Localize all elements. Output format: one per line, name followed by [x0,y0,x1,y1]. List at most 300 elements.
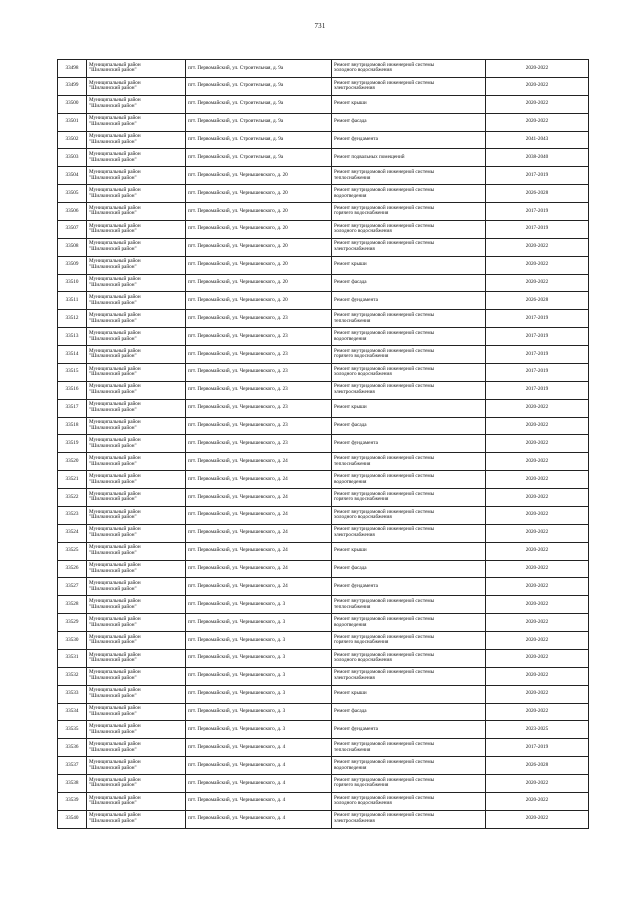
period-cell: 2023-2025 [486,721,589,739]
municipality-line-1: Муниципальный район [89,419,141,426]
municipality-line-2: "Шилкинский район" [89,621,137,628]
municipality-cell [87,292,186,310]
municipality-line-1: Муниципальный район [89,311,141,318]
table-row [58,649,589,667]
row-number: 33501 [58,113,87,131]
table-row [58,113,589,131]
work-type-cell [332,471,486,489]
municipality-cell [87,757,186,775]
table-body [58,60,589,829]
table-row [58,435,589,453]
table-row [58,560,589,578]
municipality-line-1: Муниципальный район [89,151,141,158]
address-cell: пгт. Первомайский, ул. Чернышевского, д. 20 [186,256,332,274]
municipality-cell [87,131,186,149]
table-row [58,792,589,810]
row-number: 33507 [58,220,87,238]
municipality-line-2: "Шилкинский район" [89,67,137,74]
work-type-line-1: Ремонт внутридомовой инженерной системы [334,365,435,372]
work-type-line-2: водоотведения [334,478,367,485]
row-number: 33520 [58,453,87,471]
municipality-cell [87,649,186,667]
row-number: 33516 [58,381,87,399]
municipality-cell [87,381,186,399]
work-type-cell [332,685,486,703]
work-type-line-2: электроснабжения [334,389,375,396]
work-type-cell [332,506,486,524]
period-cell: 2026-2028 [486,757,589,775]
table-row [58,489,589,507]
work-type-cell [332,185,486,203]
work-type-cell [332,131,486,149]
municipality-line-2: "Шилкинский район" [89,639,137,646]
address-cell: пгт. Первомайский, ул. Чернышевского, д. 23 [186,310,332,328]
work-type-line-1: Ремонт внутридомовой инженерной системы [334,669,435,676]
period-cell: 2020-2022 [486,560,589,578]
row-number: 33532 [58,667,87,685]
period-cell: 2020-2022 [486,113,589,131]
period-cell: 2020-2022 [486,95,589,113]
work-type-line-2: горячего водоснабжения [334,210,389,217]
address-cell: пгт. Первомайский, ул. Чернышевского, д. 23 [186,435,332,453]
address-cell: пгт. Первомайский, ул. Строительная, д. 9а [186,149,332,167]
municipality-line-2: "Шилкинский район" [89,693,137,700]
table-row [58,542,589,560]
municipality-line-1: Муниципальный район [89,687,141,694]
period-cell: 2017-2019 [486,220,589,238]
period-cell: 2020-2022 [486,60,589,78]
municipality-line-1: Муниципальный район [89,669,141,676]
municipality-line-1: Муниципальный район [89,168,141,175]
work-type-line-1: Ремонт внутридомовой инженерной системы [334,240,435,247]
period-cell: 2020-2022 [486,578,589,596]
work-type-line-1: Ремонт внутридомовой инженерной системы [334,758,435,765]
table-row [58,381,589,399]
municipality-cell [87,721,186,739]
period-cell: 2020-2022 [486,614,589,632]
period-cell: 2020-2022 [486,810,589,828]
work-type-line-1: Ремонт фасада [334,565,367,572]
address-cell: пгт. Первомайский, ул. Чернышевского, д. 4 [186,810,332,828]
municipality-line-2: "Шилкинский район" [89,299,137,306]
work-type-cell [332,560,486,578]
municipality-line-1: Муниципальный район [89,526,141,533]
municipality-line-2: "Шилкинский район" [89,710,137,717]
municipality-line-2: "Шилкинский район" [89,585,137,592]
municipality-line-1: Муниципальный район [89,222,141,229]
address-cell: пгт. Первомайский, ул. Чернышевского, д. 24 [186,471,332,489]
municipality-cell [87,60,186,78]
work-type-line-1: Ремонт внутридомовой инженерной системы [334,740,435,747]
municipality-line-1: Муниципальный район [89,276,141,283]
municipality-line-2: "Шилкинский район" [89,317,137,324]
municipality-line-2: "Шилкинский район" [89,728,137,735]
row-number: 33534 [58,703,87,721]
municipality-line-2: "Шилкинский район" [89,371,137,378]
table-row [58,238,589,256]
table-row [58,739,589,757]
municipality-line-2: "Шилкинский район" [89,264,137,271]
work-type-line-1: Ремонт внутридомовой инженерной системы [334,186,435,193]
work-type-cell [332,292,486,310]
municipality-line-2: "Шилкинский район" [89,424,137,431]
municipality-cell [87,220,186,238]
period-cell: 2038-2040 [486,149,589,167]
municipality-line-1: Муниципальный район [89,580,141,587]
address-cell: пгт. Первомайский, ул. Чернышевского, д. 23 [186,399,332,417]
municipality-line-2: "Шилкинский район" [89,657,137,664]
address-cell: пгт. Первомайский, ул. Чернышевского, д. 3 [186,703,332,721]
municipality-cell [87,113,186,131]
municipality-line-2: "Шилкинский район" [89,246,137,253]
work-type-cell [332,328,486,346]
municipality-line-1: Муниципальный район [89,240,141,247]
municipality-line-2: "Шилкинский район" [89,496,137,503]
address-cell: пгт. Первомайский, ул. Чернышевского, д. 24 [186,506,332,524]
municipality-cell [87,524,186,542]
table-row [58,524,589,542]
municipality-line-2: "Шилкинский район" [89,407,137,414]
row-number: 33503 [58,149,87,167]
work-type-line-1: Ремонт внутридомовой инженерной системы [334,347,435,354]
work-type-line-2: водоотведения [334,764,367,771]
table-row [58,757,589,775]
municipality-line-1: Муниципальный район [89,490,141,497]
municipality-line-2: "Шилкинский район" [89,478,137,485]
row-number: 33525 [58,542,87,560]
municipality-line-1: Муниципальный район [89,79,141,86]
work-type-line-1: Ремонт внутридомовой инженерной системы [334,651,435,658]
work-type-line-1: Ремонт крыши [334,547,367,554]
row-number: 33514 [58,346,87,364]
period-cell: 2017-2019 [486,167,589,185]
municipality-cell [87,471,186,489]
address-cell: пгт. Первомайский, ул. Чернышевского, д. 3 [186,685,332,703]
municipality-line-2: "Шилкинский район" [89,603,137,610]
municipality-line-1: Муниципальный район [89,615,141,622]
period-cell: 2020-2022 [486,256,589,274]
municipality-line-2: "Шилкинский район" [89,281,137,288]
table-row [58,399,589,417]
table-row [58,149,589,167]
municipality-line-1: Муниципальный район [89,437,141,444]
municipality-cell [87,256,186,274]
period-cell: 2020-2022 [486,489,589,507]
work-type-line-2: водоотведения [334,192,367,199]
table-row [58,131,589,149]
municipality-line-1: Муниципальный район [89,401,141,408]
municipality-line-1: Муниципальный район [89,204,141,211]
table-row [58,256,589,274]
work-type-cell [332,238,486,256]
work-type-line-1: Ремонт внутридомовой инженерной системы [334,329,435,336]
work-type-line-1: Ремонт фундамента [334,439,378,446]
row-number: 33539 [58,792,87,810]
period-cell: 2020-2022 [486,238,589,256]
address-cell: пгт. Первомайский, ул. Строительная, д. 9а [186,60,332,78]
address-cell: пгт. Первомайский, ул. Чернышевского, д. 20 [186,167,332,185]
work-type-line-1: Ремонт внутридомовой инженерной системы [334,597,435,604]
work-type-cell [332,596,486,614]
row-number: 33518 [58,417,87,435]
address-cell: пгт. Первомайский, ул. Чернышевского, д. 20 [186,238,332,256]
row-number: 33530 [58,632,87,650]
municipality-cell [87,560,186,578]
work-type-line-2: теплоснабжения [334,603,371,610]
work-type-line-1: Ремонт внутридомовой инженерной системы [334,472,435,479]
address-cell: пгт. Первомайский, ул. Чернышевского, д. 20 [186,292,332,310]
municipality-cell [87,203,186,221]
municipality-cell [87,417,186,435]
municipality-line-1: Муниципальный район [89,186,141,193]
work-type-line-2: горячего водоснабжения [334,782,389,789]
municipality-cell [87,632,186,650]
table-row [58,328,589,346]
period-cell: 2020-2022 [486,453,589,471]
address-cell: пгт. Первомайский, ул. Чернышевского, д. 24 [186,578,332,596]
period-cell: 2020-2022 [486,632,589,650]
municipality-line-1: Муниципальный район [89,454,141,461]
address-cell: пгт. Первомайский, ул. Чернышевского, д. 20 [186,274,332,292]
work-type-cell [332,632,486,650]
work-type-cell [332,649,486,667]
row-number: 33522 [58,489,87,507]
row-number: 33513 [58,328,87,346]
work-type-line-2: холодного водоснабжения [334,67,392,74]
work-type-line-1: Ремонт внутридомовой инженерной системы [334,168,435,175]
period-cell: 2017-2019 [486,310,589,328]
municipality-line-2: "Шилкинский район" [89,85,137,92]
work-type-cell [332,220,486,238]
municipality-line-1: Муниципальный район [89,705,141,712]
period-cell: 2020-2022 [486,524,589,542]
address-cell: пгт. Первомайский, ул. Строительная, д. 9а [186,77,332,95]
work-type-line-2: горячего водоснабжения [334,496,389,503]
work-type-line-1: Ремонт внутридомовой инженерной системы [334,79,435,86]
municipality-cell [87,703,186,721]
row-number: 33521 [58,471,87,489]
municipality-line-2: "Шилкинский район" [89,353,137,360]
municipality-cell [87,578,186,596]
table-row [58,667,589,685]
work-type-line-1: Ремонт фундамента [334,296,378,303]
period-cell: 2017-2019 [486,203,589,221]
table-row [58,363,589,381]
work-type-line-2: теплоснабжения [334,317,371,324]
row-number: 33512 [58,310,87,328]
table-row [58,721,589,739]
municipality-line-1: Муниципальный район [89,723,141,730]
row-number: 33519 [58,435,87,453]
municipality-line-2: "Шилкинский район" [89,567,137,574]
work-type-line-1: Ремонт внутридомовой инженерной системы [334,454,435,461]
address-cell: пгт. Первомайский, ул. Строительная, д. 9а [186,95,332,113]
municipality-cell [87,185,186,203]
work-type-cell [332,578,486,596]
work-type-line-1: Ремонт внутридомовой инженерной системы [334,812,435,819]
work-type-cell [332,489,486,507]
municipality-line-1: Муниципальный район [89,562,141,569]
municipality-cell [87,792,186,810]
period-cell: 2020-2022 [486,685,589,703]
municipality-line-2: "Шилкинский район" [89,335,137,342]
municipality-line-1: Муниципальный район [89,347,141,354]
table-row [58,417,589,435]
period-cell: 2020-2022 [486,792,589,810]
row-number: 33506 [58,203,87,221]
municipality-line-1: Муниципальный район [89,758,141,765]
address-cell: пгт. Первомайский, ул. Чернышевского, д. 24 [186,560,332,578]
work-type-line-1: Ремонт внутридомовой инженерной системы [334,311,435,318]
municipality-line-2: "Шилкинский район" [89,514,137,521]
row-number: 33524 [58,524,87,542]
municipality-cell [87,328,186,346]
table-row [58,453,589,471]
row-number: 33529 [58,614,87,632]
work-type-cell [332,363,486,381]
municipality-line-1: Муниципальный район [89,740,141,747]
work-type-line-1: Ремонт крыши [334,404,367,411]
work-type-cell [332,346,486,364]
work-type-line-1: Ремонт внутридомовой инженерной системы [334,633,435,640]
municipality-cell [87,775,186,793]
work-type-cell [332,60,486,78]
work-type-cell [332,167,486,185]
municipality-line-2: "Шилкинский район" [89,103,137,110]
municipality-cell [87,453,186,471]
work-type-line-1: Ремонт внутридомовой инженерной системы [334,776,435,783]
row-number: 33537 [58,757,87,775]
work-type-line-1: Ремонт фундамента [334,582,378,589]
period-cell: 2017-2019 [486,346,589,364]
municipality-line-1: Муниципальный район [89,365,141,372]
work-type-line-2: электроснабжения [334,246,375,253]
municipality-cell [87,399,186,417]
municipality-line-1: Муниципальный район [89,383,141,390]
table-row [58,274,589,292]
municipality-line-1: Муниципальный район [89,258,141,265]
address-cell: пгт. Первомайский, ул. Чернышевского, д. 4 [186,739,332,757]
municipality-cell [87,614,186,632]
municipality-line-2: "Шилкинский район" [89,746,137,753]
period-cell: 2020-2022 [486,775,589,793]
row-number: 33499 [58,77,87,95]
row-number: 33538 [58,775,87,793]
row-number: 33502 [58,131,87,149]
table-row [58,614,589,632]
row-number: 33526 [58,560,87,578]
address-cell: пгт. Первомайский, ул. Строительная, д. 9а [186,131,332,149]
table-row [58,596,589,614]
period-cell: 2020-2022 [486,77,589,95]
row-number: 33515 [58,363,87,381]
municipality-line-1: Муниципальный район [89,633,141,640]
municipality-cell [87,363,186,381]
row-number: 33540 [58,810,87,828]
period-cell: 2020-2022 [486,506,589,524]
period-cell: 2020-2022 [486,274,589,292]
work-type-cell [332,775,486,793]
period-cell: 2020-2022 [486,703,589,721]
table-row [58,203,589,221]
municipality-line-1: Муниципальный район [89,115,141,122]
work-type-cell [332,77,486,95]
address-cell: пгт. Первомайский, ул. Чернышевского, д. 3 [186,667,332,685]
work-type-line-2: теплоснабжения [334,460,371,467]
municipality-line-1: Муниципальный район [89,97,141,104]
municipality-line-1: Муниципальный район [89,133,141,140]
row-number: 33528 [58,596,87,614]
work-type-line-2: холодного водоснабжения [334,657,392,664]
period-cell: 2020-2022 [486,471,589,489]
work-type-line-1: Ремонт крыши [334,690,367,697]
municipality-line-1: Муниципальный район [89,508,141,515]
municipality-line-2: "Шилкинский район" [89,174,137,181]
row-number: 33500 [58,95,87,113]
municipality-line-2: "Шилкинский район" [89,818,137,825]
municipality-line-1: Муниципальный район [89,776,141,783]
period-cell: 2026-2028 [486,292,589,310]
municipality-cell [87,167,186,185]
period-cell: 2026-2028 [486,185,589,203]
municipality-line-1: Муниципальный район [89,651,141,658]
municipality-line-2: "Шилкинский район" [89,192,137,199]
municipality-cell [87,506,186,524]
row-number: 33523 [58,506,87,524]
address-cell: пгт. Первомайский, ул. Чернышевского, д. 24 [186,542,332,560]
municipality-cell [87,596,186,614]
row-number: 33535 [58,721,87,739]
work-type-line-1: Ремонт внутридомовой инженерной системы [334,508,435,515]
address-cell: пгт. Первомайский, ул. Чернышевского, д. 4 [186,757,332,775]
table-row [58,810,589,828]
municipality-line-1: Муниципальный район [89,294,141,301]
work-type-line-1: Ремонт фундамента [334,136,378,143]
work-type-line-1: Ремонт фасада [334,422,367,429]
period-cell: 2017-2019 [486,328,589,346]
municipality-line-2: "Шилкинский район" [89,782,137,789]
table-row [58,292,589,310]
address-cell: пгт. Первомайский, ул. Чернышевского, д. 23 [186,417,332,435]
municipality-cell [87,310,186,328]
work-type-line-1: Ремонт внутридомовой инженерной системы [334,526,435,533]
address-cell: пгт. Первомайский, ул. Чернышевского, д. 23 [186,328,332,346]
work-type-cell [332,792,486,810]
work-type-cell [332,739,486,757]
table-row [58,346,589,364]
work-type-line-1: Ремонт внутридомовой инженерной системы [334,794,435,801]
address-cell: пгт. Первомайский, ул. Чернышевского, д. 3 [186,596,332,614]
address-cell: пгт. Первомайский, ул. Чернышевского, д. 23 [186,346,332,364]
address-cell: пгт. Первомайский, ул. Строительная, д. 9а [186,113,332,131]
work-type-line-1: Ремонт внутридомовой инженерной системы [334,490,435,497]
period-cell: 2020-2022 [486,667,589,685]
row-number: 33498 [58,60,87,78]
work-type-cell [332,256,486,274]
work-type-line-1: Ремонт внутридомовой инженерной системы [334,615,435,622]
work-type-line-2: холодного водоснабжения [334,514,392,521]
work-type-cell [332,757,486,775]
period-cell: 2041-2043 [486,131,589,149]
work-type-cell [332,417,486,435]
work-type-cell [332,810,486,828]
municipality-cell [87,238,186,256]
municipality-cell [87,274,186,292]
work-type-cell [332,310,486,328]
work-type-line-2: теплоснабжения [334,746,371,753]
work-type-cell [332,453,486,471]
address-cell: пгт. Первомайский, ул. Чернышевского, д. 23 [186,363,332,381]
